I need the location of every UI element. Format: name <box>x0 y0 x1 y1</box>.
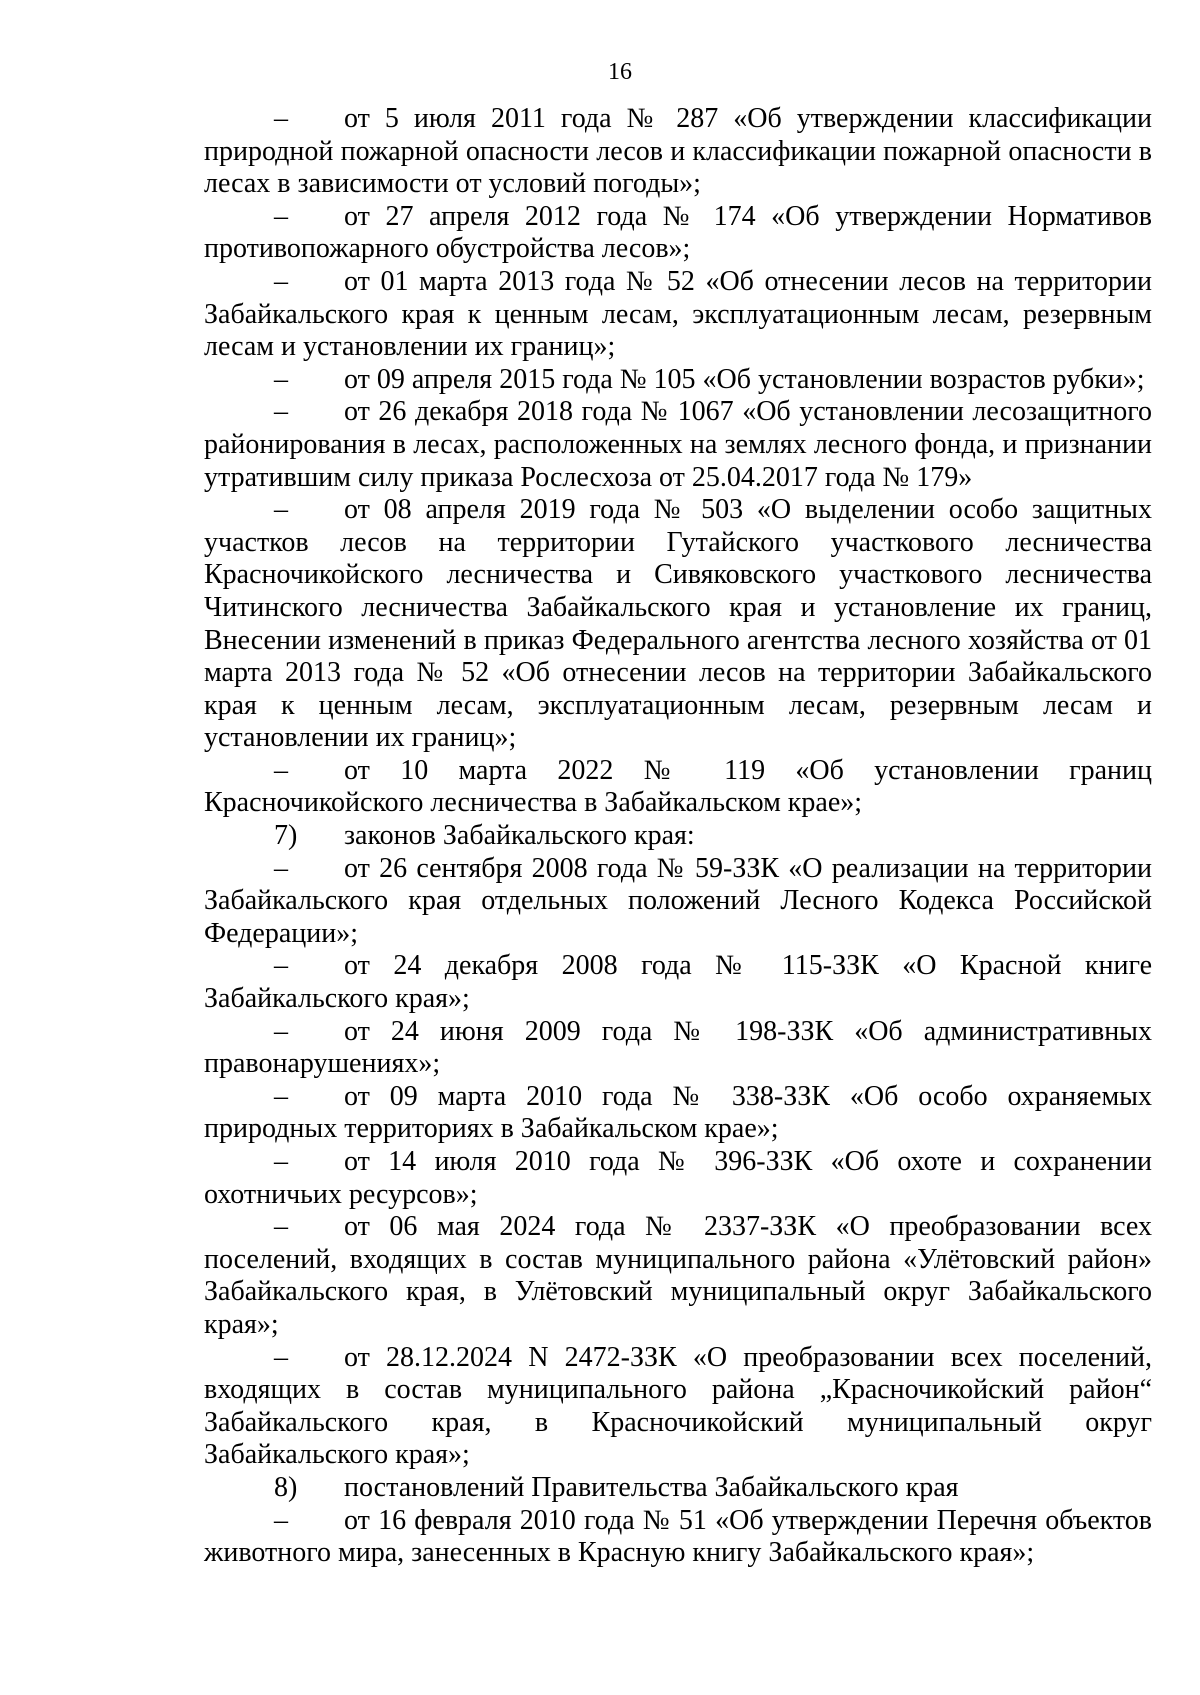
list-item-text: от 06 мая 2024 года № 2337-ЗЗК «О преобразовании всех поселений, входящих в состав муниципального района «Улётовский район» Забайкальского края, в Улётовский муниципальный округ Забайкальского края»; <box>204 1211 1152 1340</box>
section-heading <box>204 820 1152 853</box>
list-item-text: от 24 июня 2009 года № 198-ЗЗК «Об административных правонарушениях»; <box>204 1015 1152 1080</box>
section-heading-text: постановлений Правительства Забайкальского края <box>344 1471 959 1503</box>
list-item <box>204 853 1152 951</box>
list-marker: – <box>274 396 288 428</box>
list-marker: – <box>274 1211 288 1243</box>
list-item <box>204 1211 1152 1341</box>
list-item-text: от 5 июля 2011 года № 287 «Об утверждении классификации природной пожарной опасности лесов и классификации пожарной опасности в лесах в зависимости от условий погоды»; <box>204 103 1152 200</box>
list-marker: – <box>274 494 288 526</box>
list-item-text: от 10 марта 2022 № 119 «Об установлении границ Красночикойского лесничества в Забайкальском крае»; <box>204 754 1152 819</box>
list-item-text: от 28.12.2024 N 2472-ЗЗК «О преобразовании всех поселений, входящих в состав муниципального района „Красночикойский район“ Забайкальского края, в Красночикойский муниципальный округ Забайкальского края»; <box>204 1341 1152 1471</box>
list-marker: – <box>274 200 288 232</box>
section-heading-text: законов Забайкальского края: <box>344 820 695 852</box>
list-item-text: от 27 апреля 2012 года № 174 «Об утверждении Нормативов противопожарного обустройства лесов»; <box>204 200 1152 265</box>
list-item <box>204 266 1152 364</box>
list-item <box>204 1016 1152 1081</box>
list-item-text: от 14 июля 2010 года № 396-ЗЗК «Об охоте и сохранении охотничьих ресурсов»; <box>204 1146 1152 1210</box>
list-marker: – <box>274 1341 288 1373</box>
list-item <box>204 396 1152 494</box>
list-item-text: от 16 февраля 2010 года № 51 «Об утверждении Перечня объектов животного мира, занесенных в Красную книгу Забайкальского края»; <box>204 1504 1152 1569</box>
list-item <box>204 755 1152 820</box>
list-marker: – <box>274 1504 288 1536</box>
list-marker: – <box>274 1015 288 1047</box>
section-heading <box>204 1472 1152 1505</box>
list-item <box>204 950 1152 1015</box>
list-marker: – <box>274 950 288 982</box>
list-marker: – <box>274 1146 288 1177</box>
list-item <box>204 1146 1152 1211</box>
list-item-text: от 08 апреля 2019 года № 503 «О выделении особо защитных участков лесов на территории Гутайского участкового лесничества Красночикойского лесничества и Сивяковского участкового лесничества Читинского лесничества Забайкальского края и установление их границ, Внесении изменений в приказ Федерального агентства лесного хозяйства от 01 марта 2013 года № 52 «Об отнесении лесов на территории Забайкальского края к ценным лесам, эксплуатационным лесам, резервным лесам и установлении их границ»; <box>204 494 1152 754</box>
list-item-text: от 26 декабря 2018 года № 1067 «Об установлении лесозащитного районирования в лесах, расположенных на землях лесного фонда, и признании утратившим силу приказа Рослесхоза от 25.04.2017 года № 179» <box>204 396 1152 493</box>
list-marker: – <box>274 1080 288 1112</box>
list-marker: – <box>274 754 288 786</box>
list-marker: – <box>274 265 288 297</box>
list-marker: – <box>274 363 288 395</box>
section-number: 7) <box>274 820 298 852</box>
list-item-text: от 24 декабря 2008 года № 115-ЗЗК «О Красной книге Забайкальского края»; <box>204 950 1152 1015</box>
document-body <box>204 103 1152 1570</box>
list-item <box>204 364 1152 397</box>
list-item <box>204 1342 1152 1472</box>
list-item-text: от 26 сентября 2008 года № 59-ЗЗК «О реализации на территории Забайкальского края отдельных положений Лесного Кодекса Российской Федерации»; <box>204 852 1152 949</box>
list-item-text: от 09 марта 2010 года № 338-ЗЗК «Об особо охраняемых природных территориях в Забайкальском крае»; <box>204 1080 1152 1145</box>
list-item <box>204 201 1152 266</box>
list-marker: – <box>274 852 288 884</box>
section-number: 8) <box>274 1471 298 1503</box>
list-item <box>204 494 1152 755</box>
list-marker: – <box>274 103 288 134</box>
list-item-text: от 01 марта 2013 года № 52 «Об отнесении лесов на территории Забайкальского края к ценным лесам, эксплуатационным лесам, резервным лесам и установлении их границ»; <box>204 265 1152 363</box>
list-item <box>204 1505 1152 1570</box>
list-item <box>204 1081 1152 1146</box>
list-item-text: от 09 апреля 2015 года № 105 «Об установлении возрастов рубки»; <box>344 363 1145 395</box>
list-item <box>204 103 1152 201</box>
page-number: 16 <box>608 59 632 85</box>
